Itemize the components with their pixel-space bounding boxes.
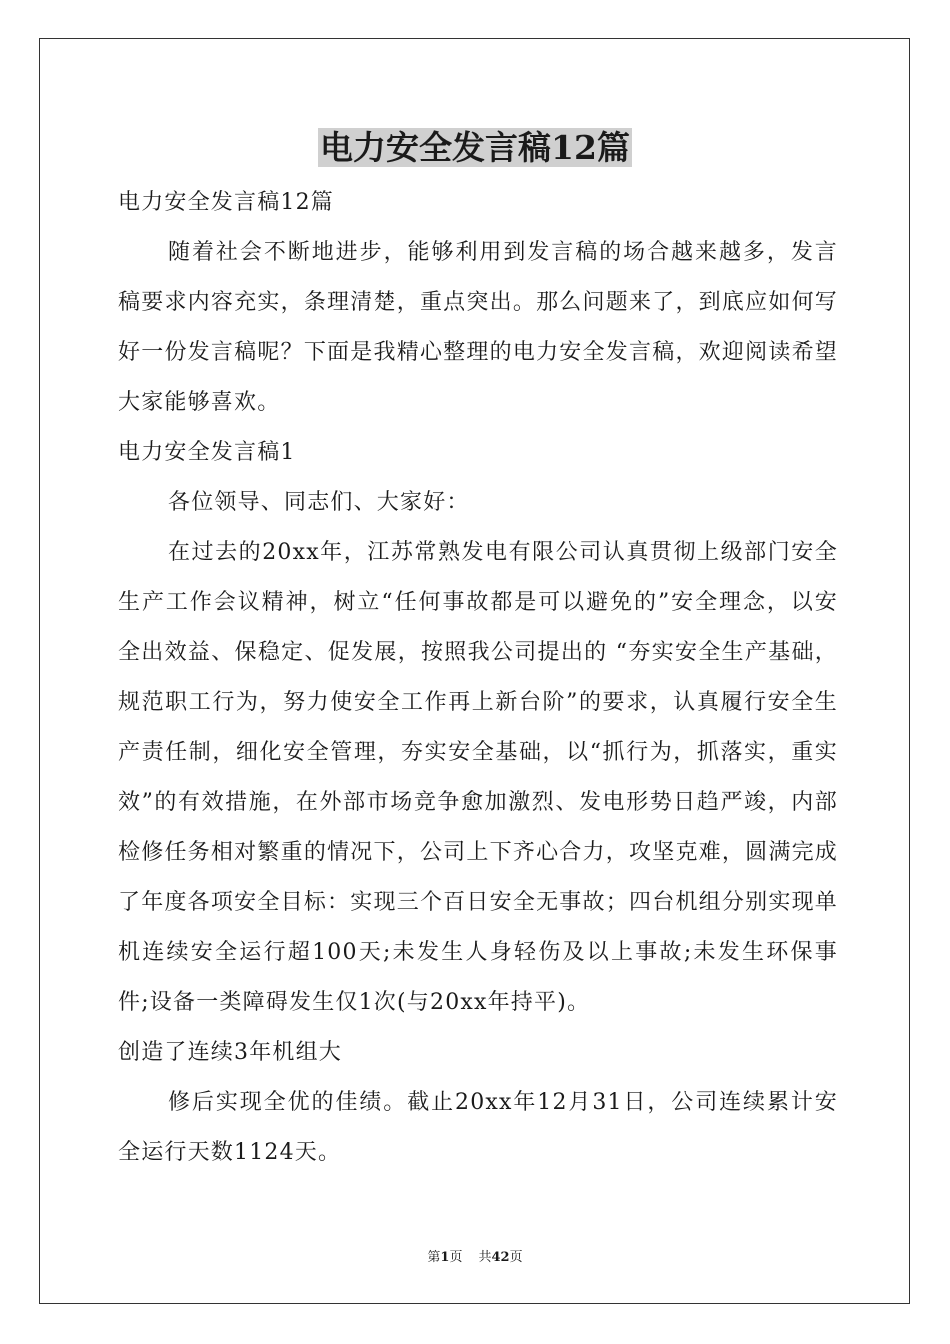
body-paragraph-tail: 创造了连续3年机组大	[118, 1040, 342, 1065]
document-title	[0, 126, 950, 170]
total-suffix: 页	[509, 1250, 523, 1265]
greeting: 各位领导、同志们、大家好：	[168, 490, 470, 515]
page-footer	[0, 1248, 950, 1268]
body-paragraph-2: 修后实现全优的佳绩。截止20xx年12月31日，公司连续累计安全运行天数1124天。	[118, 1090, 838, 1165]
page-label: 页	[449, 1250, 463, 1265]
intro-paragraph: 随着社会不断地进步，能够利用到发言稿的场合越来越多，发言稿要求内容充实，条理清楚，重点突出。那么问题来了，到底应如何写好一份发言稿呢？下面是我精心整理的电力安全发言稿，欢迎阅读希望大家能够喜欢。	[118, 240, 838, 415]
total-pages-number: 42	[491, 1250, 510, 1265]
body-paragraph: 在过去的20xx年，江苏常熟发电有限公司认真贯彻上级部门安全生产工作会议精神，树立“任何事故都是可以避免的”安全理念，以安全出效益、保稳定、促发展，按照我公司提出的 “夯实安全生产基础，规范职工行为，努力使安全工作再上新台阶”的要求，认真履行安全生产责任制，细化安全管理，夯实安全基础，以“抓行为，抓落实，重实效”的有效措施，在外部市场竞争愈加激烈、发电形势日趋严竣，内部检修任务相对繁重的情况下，公司上下齐心合力，攻坚克难，圆满完成了年度各项安全目标：实现三个百日安全无事故；四台机组分别实现单机连续安全运行超100天;未发生人身轻伤及以上事故;未发生环保事件;设备一类障碍发生仅1次(与20xx年持平)。	[118, 540, 838, 1015]
total-prefix: 共	[478, 1250, 492, 1265]
current-page-number: 1	[440, 1250, 450, 1265]
document-body	[118, 178, 838, 1178]
subtitle: 电力安全发言稿12篇	[118, 190, 334, 215]
document-title-text: 电力安全发言稿12篇	[320, 128, 630, 167]
section-heading: 电力安全发言稿1	[118, 440, 296, 465]
page-prefix: 第	[427, 1250, 441, 1265]
